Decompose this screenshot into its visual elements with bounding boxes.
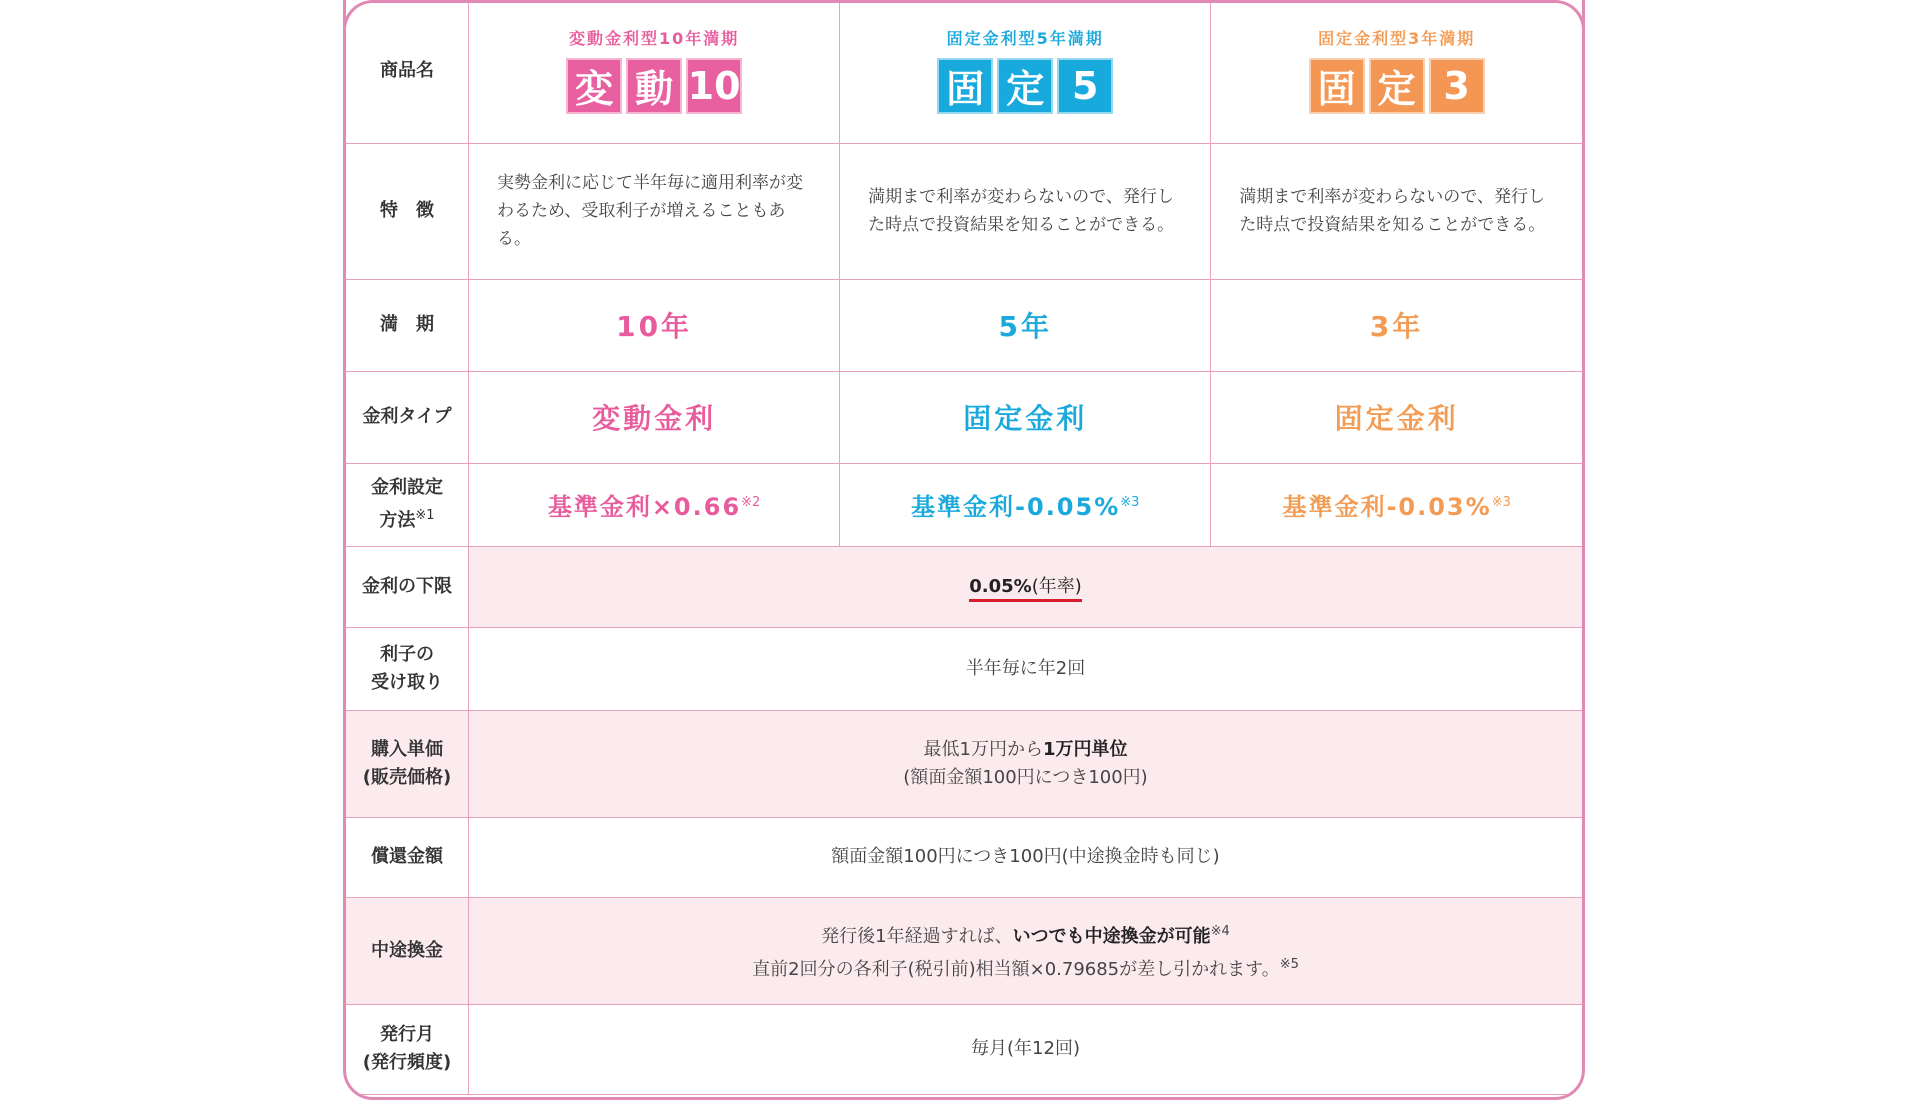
- logo-subtitle: 固定金利型3年満期: [1318, 28, 1476, 48]
- rate-setting-text: 基準金利-0.03%: [1282, 493, 1492, 521]
- footnote-mark: ※3: [1491, 495, 1511, 510]
- rate-setting-value: [1211, 463, 1582, 546]
- logo-char: 定: [997, 58, 1053, 114]
- logo-char: 定: [1369, 58, 1425, 114]
- row-interest: [346, 627, 1582, 710]
- interest-value: 半年毎に年2回: [469, 627, 1583, 710]
- logo-subtitle: 変動金利型10年満期: [568, 28, 740, 48]
- logo-char: 3: [1429, 58, 1485, 114]
- comparison-table-frame: [343, 0, 1585, 1100]
- label-issue-month: [346, 1004, 469, 1094]
- floor-value: [469, 546, 1583, 627]
- row-early-redemption: [346, 897, 1582, 1004]
- label-line: 受け取り: [371, 671, 443, 693]
- footnote-mark: ※4: [1210, 923, 1230, 939]
- footnote-mark: ※1: [415, 508, 435, 523]
- logo-mark: [1306, 55, 1488, 117]
- row-feature: [346, 143, 1582, 279]
- rate-setting-value: [840, 463, 1211, 546]
- feature-text: 満期まで利率が変わらないので、発行した時点で投資結果を知ることができる。: [1211, 143, 1582, 279]
- unit-price-bold: 1万円単位: [1042, 738, 1128, 760]
- unit-price-note: (額面金額100円につき100円): [903, 766, 1148, 788]
- label-line: (販売価格): [362, 766, 452, 788]
- label-line: 発行月: [380, 1024, 434, 1045]
- footnote-mark: ※5: [1279, 956, 1299, 972]
- logo-char: 固: [937, 58, 993, 114]
- rate-setting-text: 基準金利×0.66: [547, 493, 742, 521]
- logo-char: 5: [1057, 58, 1113, 114]
- issue-month-value: 毎月(年12回): [469, 1004, 1583, 1094]
- label-line: (発行頻度): [362, 1052, 452, 1073]
- redemption-value: 額面金額100円につき100円(中途換金時も同じ): [469, 817, 1583, 897]
- rate-setting-text: 基準金利-0.05%: [911, 493, 1121, 521]
- floor-rate-suffix: (年率): [1031, 575, 1082, 597]
- logo-char: 10: [686, 58, 742, 114]
- label-interest: [346, 627, 469, 710]
- row-unit-price: [346, 710, 1582, 817]
- label-redemption: 償還金額: [346, 817, 469, 897]
- row-rate-type: [346, 371, 1582, 463]
- floor-rate-number: 0.05%: [969, 575, 1032, 597]
- rate-type-value: 固定金利: [840, 371, 1211, 463]
- label-floor: 金利の下限: [346, 546, 469, 627]
- label-feature: 特 徴: [346, 143, 469, 279]
- label-unit-price: [346, 710, 469, 817]
- row-redemption: [346, 817, 1582, 897]
- label-product-name: 商品名: [346, 0, 469, 143]
- maturity-value: 3年: [1211, 279, 1582, 371]
- footnote-mark: ※3: [1120, 495, 1140, 510]
- label-rate-setting: [346, 463, 469, 546]
- logo-subtitle: 固定金利型5年満期: [946, 28, 1104, 48]
- logo-char: 変: [566, 58, 622, 114]
- logo-char: 固: [1309, 58, 1365, 114]
- comparison-table: [346, 0, 1582, 1095]
- footnote-mark: ※2: [741, 495, 761, 510]
- row-floor: [346, 546, 1582, 627]
- rate-type-value: 固定金利: [1211, 371, 1582, 463]
- early-line2: 直前2回分の各利子(税引前)相当額×0.79685が差し引かれます。: [752, 958, 1280, 980]
- table-top-border: [343, 0, 1585, 30]
- feature-text: 実勢金利に応じて半年毎に適用利率が変わるため、受取利子が増えることもある。: [469, 143, 840, 279]
- label-early-redemption: 中途換金: [346, 897, 469, 1004]
- label-maturity: 満 期: [346, 279, 469, 371]
- logo-mark: [563, 55, 745, 117]
- unit-price-value: [469, 710, 1583, 817]
- label-line: 購入単価: [371, 738, 443, 760]
- early-bold: いつでも中途換金が可能: [1012, 925, 1211, 947]
- logo-mark: [934, 55, 1116, 117]
- label-rate-type: 金利タイプ: [346, 371, 469, 463]
- row-rate-setting: [346, 463, 1582, 546]
- logo-char: 動: [626, 58, 682, 114]
- early-redemption-value: [469, 897, 1583, 1004]
- row-maturity: [346, 279, 1582, 371]
- label-line: 方法: [379, 510, 416, 531]
- maturity-value: 10年: [469, 279, 840, 371]
- rate-setting-value: [469, 463, 840, 546]
- floor-rate: [969, 576, 1082, 602]
- rate-type-value: 変動金利: [469, 371, 840, 463]
- row-issue-month: [346, 1004, 1582, 1094]
- feature-text: 満期まで利率が変わらないので、発行した時点で投資結果を知ることができる。: [840, 143, 1211, 279]
- unit-price-pre: 最低1万円から: [923, 738, 1043, 760]
- label-line: 金利設定: [371, 477, 443, 498]
- label-line: 利子の: [380, 643, 434, 665]
- maturity-value: 5年: [840, 279, 1211, 371]
- early-pre: 発行後1年経過すれば、: [821, 925, 1013, 947]
